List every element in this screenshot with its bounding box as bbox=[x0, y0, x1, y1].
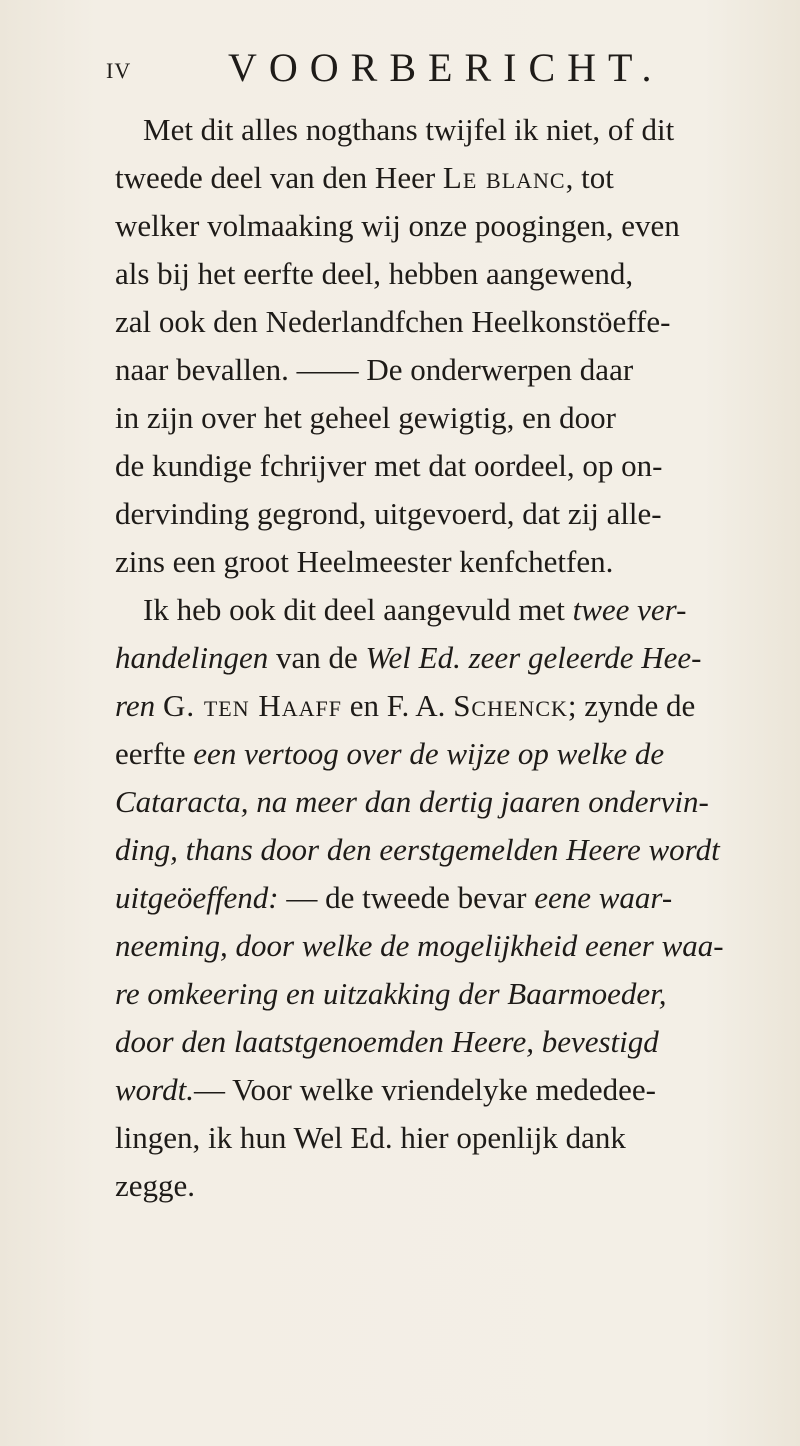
text-run: en F. A. bbox=[349, 688, 446, 723]
page-number: IV bbox=[106, 58, 132, 83]
line-text: door den laatstgenoemden Heere, bevestigd bbox=[115, 1024, 659, 1059]
text-line bbox=[115, 682, 705, 730]
line-text: de kundige fchrijver met dat oordeel, op on- bbox=[115, 448, 663, 483]
line-text: ding, thans door den eerstgemelden Heere wordt bbox=[115, 832, 720, 867]
line-text: re omkeering en uitzakking der Baarmoeder, bbox=[115, 976, 667, 1011]
line-text: als bij het eerfte deel, hebben aangewend, bbox=[115, 256, 634, 291]
text-line bbox=[115, 634, 705, 682]
line-text: zins een groot Heelmeester kenfchetfen. bbox=[115, 544, 614, 579]
line-text bbox=[115, 874, 672, 922]
text-line bbox=[115, 154, 705, 202]
italic-run: uitgeöeffend: bbox=[115, 880, 279, 915]
text-run: eerfte bbox=[115, 736, 186, 771]
italic-run: twee ver- bbox=[572, 592, 687, 627]
text-line bbox=[115, 778, 709, 826]
text-run: , tot bbox=[565, 160, 614, 195]
running-title: VOORBERICHT. bbox=[228, 45, 664, 90]
text-line bbox=[115, 250, 705, 298]
line-text bbox=[115, 730, 664, 778]
italic-run: wordt. bbox=[115, 1072, 194, 1107]
line-text: lingen, ik hun Wel Ed. hier openlijk dank bbox=[115, 1120, 626, 1155]
line-text bbox=[115, 634, 702, 682]
text-line bbox=[115, 538, 705, 586]
text-run: — Voor welke vriendelyke mededee- bbox=[193, 1072, 656, 1107]
text-run: — de tweede bevar bbox=[286, 880, 527, 915]
line-text: neeming, door welke de mogelijkheid eener waa- bbox=[115, 928, 724, 963]
italic-run: eene waar- bbox=[534, 880, 673, 915]
italic-run: Wel Ed. zeer geleerde Hee- bbox=[365, 640, 702, 675]
line-text: Cataracta, na meer dan dertig jaaren ondervin- bbox=[115, 784, 709, 819]
page-header bbox=[106, 44, 706, 100]
text-line bbox=[115, 490, 705, 538]
text-line bbox=[115, 922, 724, 970]
text-line bbox=[115, 442, 705, 490]
text-run: tweede deel van den Heer bbox=[115, 160, 436, 195]
text-line bbox=[115, 586, 705, 634]
line-text bbox=[115, 1066, 656, 1114]
text-line bbox=[115, 1162, 705, 1210]
text-line bbox=[115, 1066, 705, 1114]
person-name: Schenck bbox=[453, 688, 568, 723]
line-text: naar bevallen. —— De onderwerpen daar bbox=[115, 352, 634, 387]
author-name: Le blanc bbox=[442, 160, 566, 195]
italic-run: een vertoog over de wijze op welke de bbox=[193, 736, 665, 771]
body-text bbox=[115, 106, 724, 1210]
line-text: welker volmaaking wij onze poogingen, even bbox=[115, 208, 680, 243]
text-line bbox=[115, 106, 705, 154]
line-text: dervinding gegrond, uitgevoerd, dat zij alle- bbox=[115, 496, 662, 531]
text-run: Ik heb ook dit deel aangevuld met bbox=[143, 592, 565, 627]
line-text: in zijn over het geheel gewigtig, en door bbox=[115, 400, 617, 435]
text-line bbox=[115, 1114, 705, 1162]
text-line bbox=[115, 394, 705, 442]
person-name: G. ten Haaff bbox=[162, 688, 342, 723]
line-text bbox=[115, 682, 695, 730]
line-text: zal ook den Nederlandfchen Heelkonstöeffe- bbox=[115, 304, 671, 339]
text-line bbox=[115, 970, 705, 1018]
text-line bbox=[115, 1018, 705, 1066]
text-line bbox=[115, 730, 705, 778]
italic-run: handelingen bbox=[115, 640, 269, 675]
text-line bbox=[115, 202, 705, 250]
italic-run: ren bbox=[115, 688, 156, 723]
text-run: van de bbox=[276, 640, 358, 675]
text-run: ; zynde de bbox=[567, 688, 696, 723]
line-text: Met dit alles nogthans twijfel ik niet, of dit bbox=[143, 112, 675, 147]
text-line bbox=[115, 346, 705, 394]
text-line bbox=[115, 298, 705, 346]
line-text bbox=[143, 586, 686, 634]
text-line bbox=[115, 826, 720, 874]
line-text: zegge. bbox=[115, 1168, 196, 1203]
text-line bbox=[115, 874, 705, 922]
line-text bbox=[115, 154, 614, 202]
